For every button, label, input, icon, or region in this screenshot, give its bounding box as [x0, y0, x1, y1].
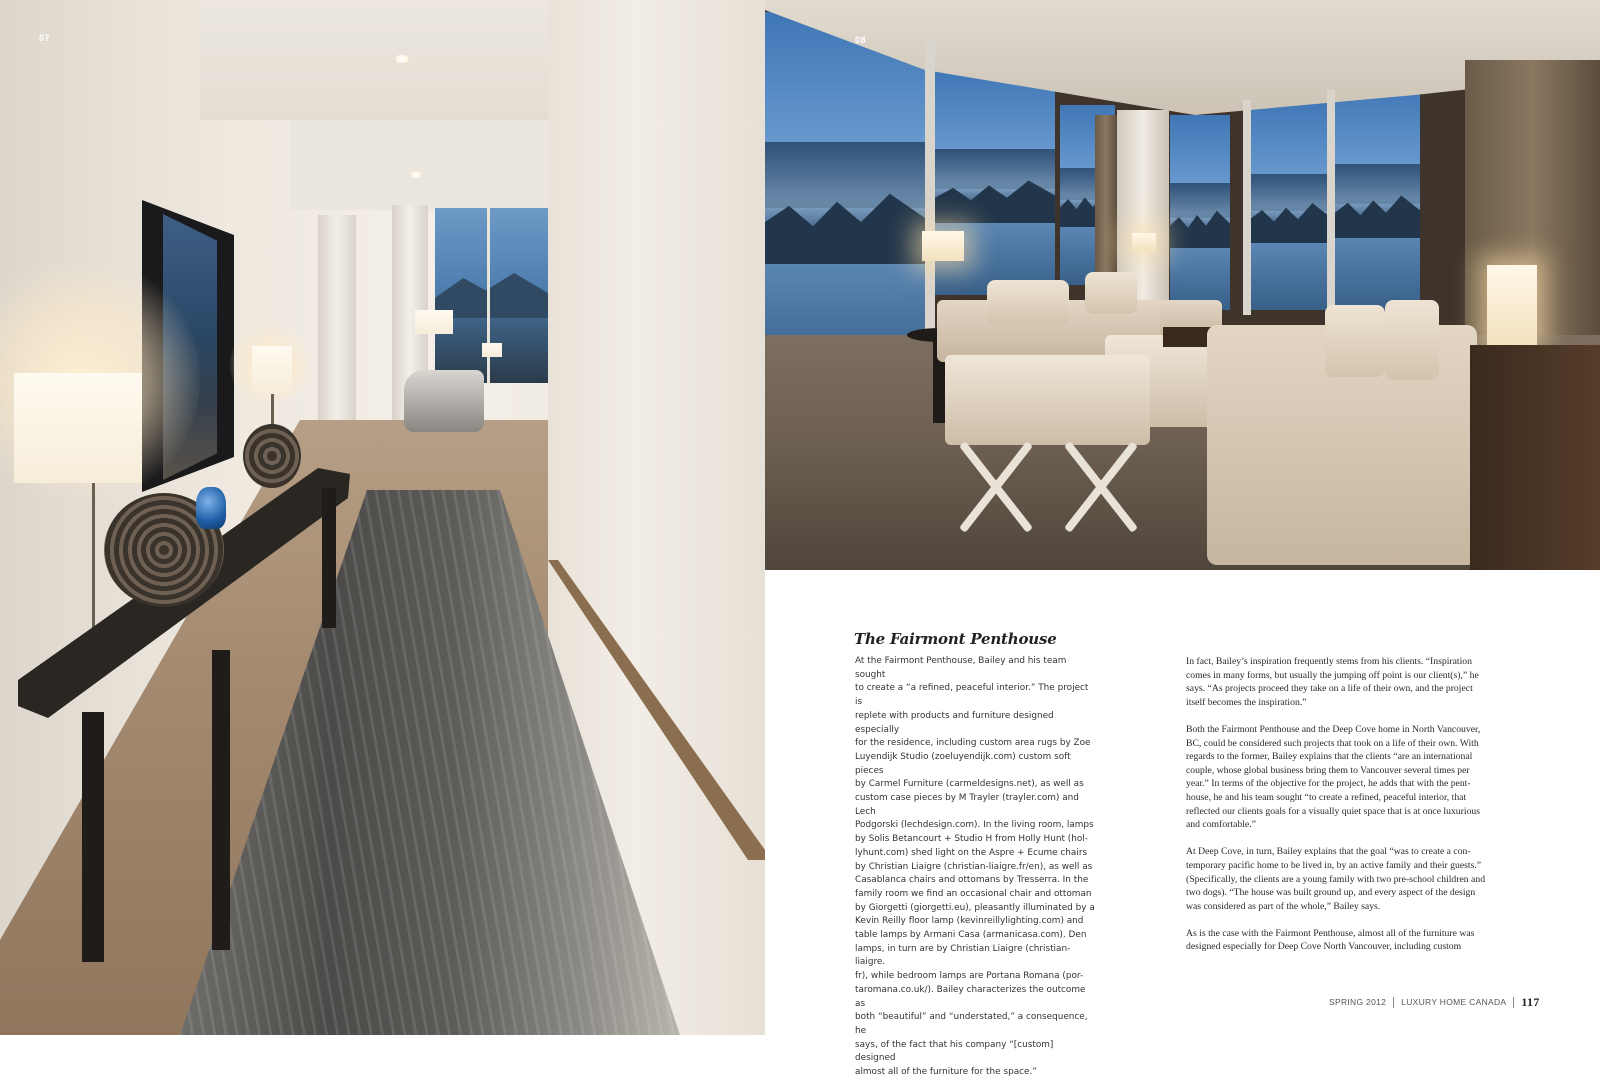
paragraph: At Deep Cove, in turn, Bailey explains that the goal “was to create a con- temporary pacific home to be lived in, by an active family and their guests.” (Specifically, the clients are a young family with two pre-school children and two dogs). “The house was built ground up, and every aspect of the design was considered as part of the whole,” Bailey says. [1186, 846, 1486, 912]
table-lamp-shade [482, 343, 502, 357]
lounge-chair [404, 370, 484, 432]
floor-lamp-shade [922, 231, 964, 261]
blue-glass-vase [196, 487, 226, 529]
ceiling-light [410, 172, 422, 178]
divider [1513, 997, 1514, 1008]
window-view [935, 70, 1055, 295]
living-room-photo [765, 0, 1600, 570]
page-footer [1329, 995, 1540, 1009]
x-bench-legs [947, 440, 1147, 535]
window-frame [1243, 100, 1251, 315]
table-lamp-shade [1487, 265, 1537, 345]
hallway-photo [0, 0, 765, 1035]
page-number: 08 [855, 35, 867, 45]
folio-number: 117 [1521, 994, 1540, 1009]
ammonite-fossil [243, 424, 301, 488]
cushion [1085, 272, 1137, 314]
window-view [1170, 115, 1230, 310]
x-bench [945, 355, 1150, 445]
side-cabinet [1470, 345, 1600, 570]
table-lamp-shade [14, 373, 142, 483]
table-lamp-shade [252, 346, 292, 394]
window-frame [1327, 90, 1335, 315]
cushion [1325, 305, 1385, 377]
cushion [1385, 300, 1439, 380]
far-wall [290, 120, 550, 210]
paragraph: As is the case with the Fairmont Penthouse, almost all of the furniture was designed especially for Deep Cove North Vancouver, including custom [1186, 927, 1475, 953]
window-view [765, 12, 925, 382]
floor-lamp-shade [415, 310, 453, 334]
article-title: The Fairmont Penthouse [854, 630, 1057, 648]
paragraph: Both the Fairmont Penthouse and the Deep Cove home in North Vancouver, BC, could be considered such projects that took on a life of their own. With regards to the former, Bailey explains that the clients “are an international couple, whose global business bring them to Vancouver several times per year.” In terms of the objective for the project, he adds that with the pent- house, he and his team sought “to create a refined, peaceful interior, that reflected our clients goals for a visually quiet space that is at once luxurious and comfortable.” [1186, 723, 1481, 831]
wall-lamp-shade [1132, 233, 1156, 251]
console-leg [322, 488, 336, 628]
ceiling-light [394, 55, 410, 63]
body-column-right [1186, 655, 1506, 968]
window-view [1250, 100, 1330, 310]
cushion [987, 280, 1069, 325]
magazine-name: LUXURY HOME CANADA [1401, 997, 1507, 1007]
divider [1393, 997, 1394, 1008]
hallway-ceiling [200, 0, 570, 120]
issue-label: SPRING 2012 [1329, 997, 1387, 1007]
paragraph: In fact, Bailey’s inspiration frequently stems from his clients. “Inspiration comes in many forms, but usually the jumping off point is our client(s),” he says. “As projects proceed they take on a life of their own, and the project itself becomes the inspiration.” [1186, 656, 1479, 708]
console-leg [82, 712, 104, 962]
column [318, 215, 356, 450]
body-column-left: At the Fairmont Penthouse, Bailey and his team sought to create a “a refined, peaceful interior.” The project is replete with products and furniture designed especially for the residence, including custom area rugs by Zoe Luyendijk Studio (zoeluyendijk.com) custom soft pieces by Carmel Furniture (carmeldesigns.net), as well as custom case pieces by M Trayler (trayler.com) and Lech Podgorski (lechdesign.com). In the living room, lamps by Solis Betancourt + Studio H from Holly Hunt (hol- lyhunt.com) shed light on the Aspre + Ecume chairs by Christian Liaigre (christian-liaigre.fr/en), as well as Casablanca chairs and ottomans by Tresserra. In the family room we find an occasional chair and ottoman by Giorgetti (giorgetti.eu), pleasantly illuminated by a Kevin Reilly floor lamp (kevinreillylighting.com) and table lamps by Armani Casa (armanicasa.com). Den lamps, in turn are by Christian Liaigre (christian-liaigre. fr), while bedroom lamps are Portana Romana (por- taromana.co.uk/). Bailey characterizes the outcome as both “beautiful” and “understated,” a consequence, he says, of the fact that his company “[custom] designed almost all of the furniture for the space.” [855, 656, 1095, 1078]
page-number: 07 [39, 33, 51, 43]
window-view [1335, 85, 1420, 310]
console-leg [212, 650, 230, 950]
